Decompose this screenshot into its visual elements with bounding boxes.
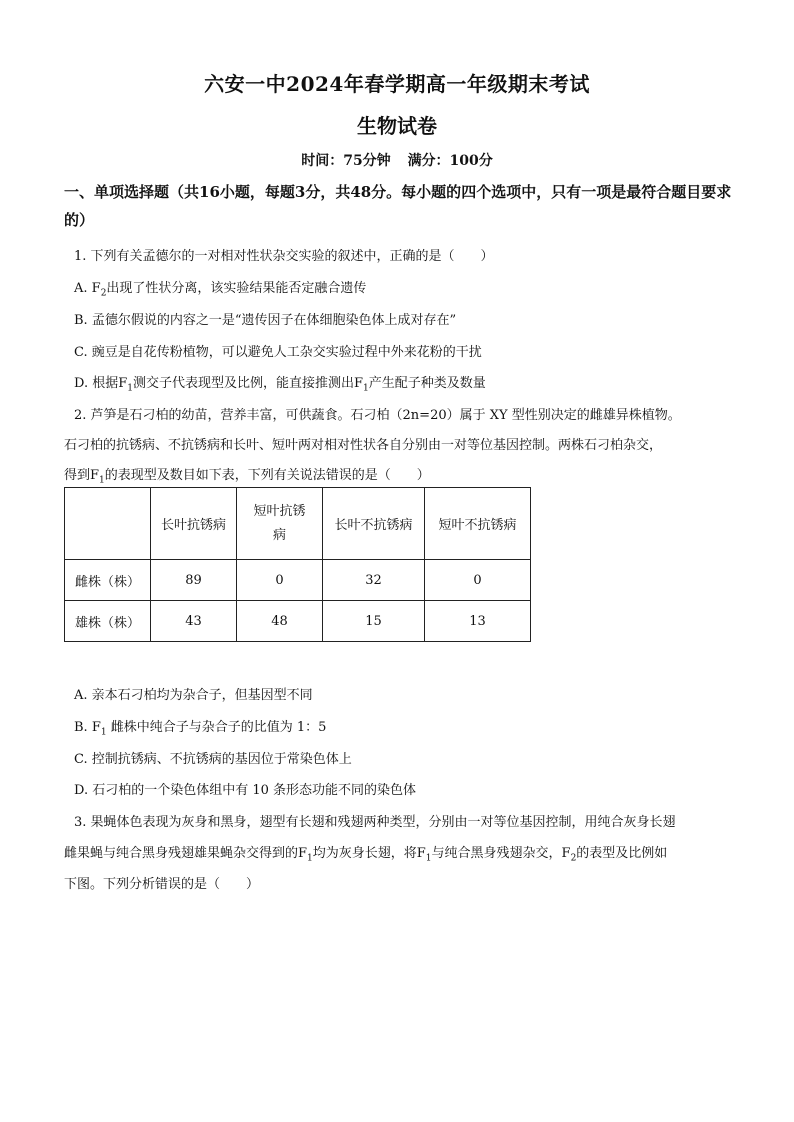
table-header-text: 短叶抗锈病	[253, 503, 306, 543]
q2-line-1: 2. 芦笋是石刁柏的幼苗，营养丰富，可供蔬食。石刁柏（2n=20）属于 XY 型性别决定的雌雄异株植物。	[74, 408, 681, 423]
table-header-cell	[237, 488, 323, 560]
q2-data-table	[64, 487, 531, 642]
q1-option-d	[74, 372, 486, 394]
table-cell: 雄株（株）	[65, 601, 151, 642]
exam-time: 时间：75分钟	[301, 153, 391, 169]
q2-option-d: D. 石刁柏的一个染色体组中有 10 条形态功能不同的染色体	[74, 783, 417, 798]
q3-line-2	[64, 842, 667, 864]
table-cell: 15	[323, 601, 425, 642]
table-header-row	[65, 488, 531, 560]
q2-option-b	[74, 716, 326, 738]
q2-l3-text2: 的表现型及数目如下表，下列有关说法错误的是（ ）	[104, 468, 430, 483]
q3-l2-text4: 的表型及比例如	[576, 846, 668, 861]
table-cell: 43	[151, 601, 237, 642]
table-cell: 89	[151, 560, 237, 601]
q3-l2-text3: 与纯合黑身残翅杂交，F	[431, 846, 571, 861]
exam-title: 六安一中2024年春学期高一年级期末考试	[204, 72, 590, 96]
table-header-cell	[65, 488, 151, 560]
q2-option-a: A. 亲本石刁柏均为杂合子，但基因型不同	[74, 688, 313, 703]
q1-d-text2: 测交子代表现型及比例，能直接推测出F	[132, 376, 364, 391]
q1-option-c: C. 豌豆是自花传粉植物，可以避免人工杂交实验过程中外来花粉的干扰	[74, 345, 482, 360]
q2-option-c: C. 控制抗锈病、不抗锈病的基因位于常染色体上	[74, 752, 352, 767]
q1-a-sub: 2	[100, 288, 107, 299]
exam-meta	[0, 150, 794, 170]
q2-b-text2: 雌株中纯合子与杂合子的比值为 1：5	[106, 720, 327, 735]
q2-l3-text: 得到F	[64, 468, 100, 483]
section-heading: 一、单项选择题（共16小题，每题3分，共48分。每小题的四个选项中，只有一项是最符合题目要求的）	[64, 183, 732, 229]
q2-l3-sub: 1	[99, 475, 105, 486]
q3-l2-text: 雌果蝇与纯合黑身残翅雄果蝇杂交得到的F	[64, 846, 308, 861]
q3-line-3: 下图。下列分析错误的是（ ）	[64, 877, 260, 892]
q1-d-text: D. 根据F	[74, 376, 128, 391]
table-header-cell: 长叶不抗锈病	[323, 488, 425, 560]
q2-line-3	[64, 464, 430, 486]
table-header-cell: 短叶不抗锈病	[425, 488, 531, 560]
q1-a-text2: 出现了性状分离，该实验结果能否定融合遗传	[106, 281, 367, 296]
table-cell: 32	[323, 560, 425, 601]
q3-l2-sub3: 2	[570, 853, 577, 864]
q1-d-sub1: 1	[127, 383, 133, 394]
table-cell: 0	[425, 560, 531, 601]
table-cell: 雌株（株）	[65, 560, 151, 601]
q3-l2-sub1: 1	[307, 853, 313, 864]
q1-a-text: A. F	[74, 281, 101, 296]
table-header-cell: 长叶抗锈病	[151, 488, 237, 560]
exam-subject: 生物试卷	[357, 114, 437, 138]
q2-b-sub: 1	[100, 727, 107, 738]
table-cell: 13	[425, 601, 531, 642]
exam-score: 满分：100分	[407, 153, 493, 169]
q3-line-1: 3. 果蝇体色表现为灰身和黑身，翅型有长翅和残翅两种类型，分别由一对等位基因控制，用纯合灰身长翅	[74, 815, 676, 830]
q1-option-b: B. 孟德尔假说的内容之一是“遗传因子在体细胞染色体上成对存在”	[74, 313, 457, 328]
table-row	[65, 601, 531, 642]
q2-line-2: 石刁柏的抗锈病、不抗锈病和长叶、短叶两对相对性状各自分别由一对等位基因控制。两株石刁柏杂交，	[64, 438, 663, 453]
q1-option-a	[74, 277, 366, 299]
table-cell: 0	[237, 560, 323, 601]
q2-b-text: B. F	[74, 720, 101, 735]
table-row	[65, 560, 531, 601]
q1-d-text3: 产生配子种类及数量	[368, 376, 486, 391]
table-cell: 48	[237, 601, 323, 642]
q3-l2-text2: 均为灰身长翅，将F	[312, 846, 426, 861]
q1-d-sub2: 1	[363, 383, 369, 394]
q3-l2-sub2: 1	[425, 853, 432, 864]
q1-stem: 1. 下列有关孟德尔的一对相对性状杂交实验的叙述中，正确的是（ ）	[74, 249, 494, 264]
